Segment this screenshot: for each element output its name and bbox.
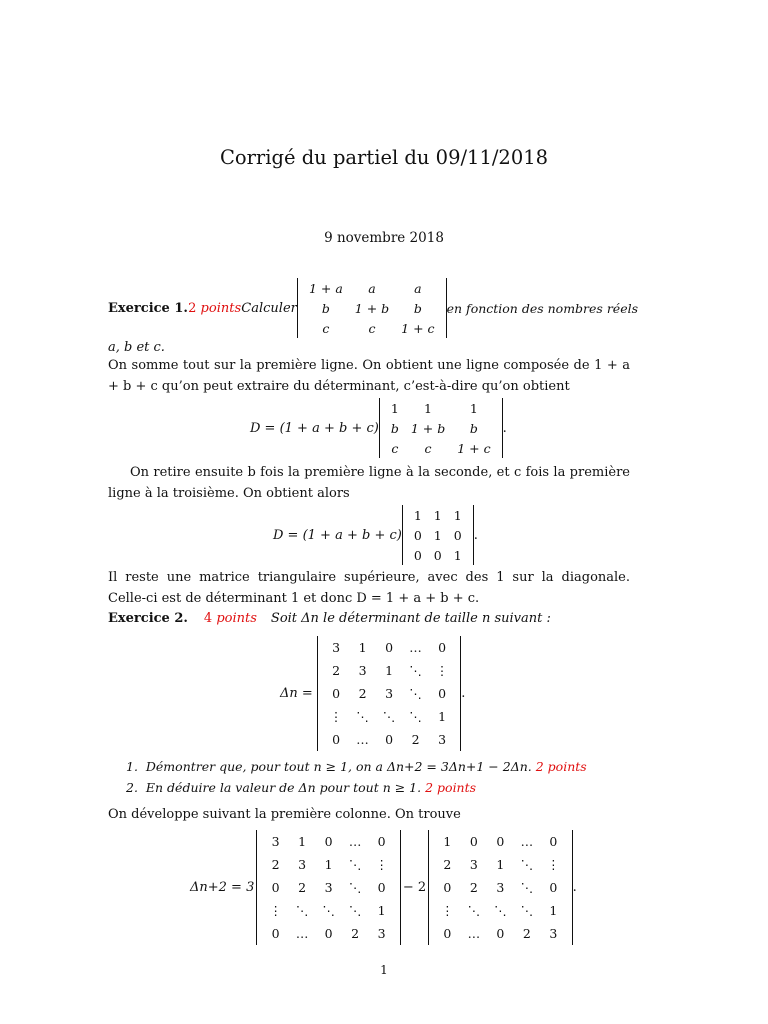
exercise-2-points-word: points	[216, 611, 257, 626]
exercise-2-determinant	[317, 636, 462, 751]
solution-1-equation-2	[273, 505, 478, 565]
exercise-1-prompt-before: Calculer	[241, 300, 297, 316]
matrix-cell: ⋱	[520, 857, 534, 872]
matrix-cell: b	[321, 300, 330, 316]
matrix-cell: 3	[324, 880, 333, 895]
matrix-cell: a	[414, 280, 422, 296]
matrix-cell: 2	[443, 857, 452, 872]
matrix-cell: b	[390, 420, 399, 436]
question-2-points: 2 points	[425, 780, 477, 795]
equation-2-lhs: D = (1 + a + b + c)	[273, 527, 402, 543]
page-title: Corrigé du partiel du 09/11/2018	[219, 146, 549, 169]
matrix-cell: 0	[443, 880, 452, 895]
matrix-cell: 0	[377, 880, 386, 895]
matrix-cell: 0	[385, 640, 394, 655]
matrix-cell: 3	[358, 663, 367, 678]
matrix-cell: a	[368, 280, 376, 296]
matrix-cell: 3	[549, 926, 558, 941]
question-2-number: 2.	[126, 780, 138, 795]
matrix-cell: ⋱	[520, 880, 534, 895]
solution-2-equation	[190, 830, 577, 945]
matrix-cell: ⋱	[520, 903, 534, 918]
solution-2-determinant-1	[256, 830, 401, 945]
matrix-cell: 1	[298, 834, 307, 849]
exercise-1-points-word: points	[200, 300, 242, 316]
matrix-cell: 1	[443, 834, 452, 849]
matrix-cell: ⋱	[356, 709, 369, 724]
matrix-cell: 2	[358, 686, 367, 701]
question-2	[126, 780, 476, 795]
matrix-cell: 1	[377, 903, 386, 918]
question-1-points: 2 points	[535, 759, 587, 774]
matrix-cell: ⋱	[494, 903, 507, 918]
matrix-cell: 1 + b	[410, 420, 446, 436]
exercise-1	[108, 278, 638, 355]
matrix-cell: 0	[433, 547, 442, 563]
matrix-cell: ⋮	[441, 903, 454, 918]
matrix-cell: 3	[298, 857, 307, 872]
matrix-cell: c	[368, 320, 376, 336]
matrix-cell: ⋱	[348, 880, 362, 895]
matrix-cell: 0	[332, 732, 341, 747]
matrix-cell: 3	[469, 857, 478, 872]
matrix-cell: 0	[324, 926, 333, 941]
matrix-cell: 2	[271, 857, 280, 872]
matrix-cell: 0	[438, 686, 447, 701]
question-1	[126, 759, 587, 774]
matrix-cell: ⋱	[467, 903, 481, 918]
matrix-cell: 1	[549, 903, 558, 918]
document-date: 9 novembre 2018	[324, 230, 444, 246]
matrix-cell: 1	[453, 547, 462, 563]
matrix-cell: 2	[522, 926, 531, 941]
matrix-cell: 0	[377, 834, 386, 849]
matrix-cell: 0	[443, 926, 452, 941]
matrix-cell: 1	[385, 663, 394, 678]
question-2-text: En déduire la valeur de Δn pour tout n ≥ 1.	[145, 780, 422, 795]
equation-1-determinant	[379, 398, 503, 458]
exercise-1-points-num: 2	[188, 300, 197, 316]
exercise-2-label: Exercice 2.	[108, 611, 188, 626]
exercise-2	[108, 611, 551, 626]
matrix-cell: 0	[271, 880, 280, 895]
matrix-cell: ⋱	[382, 709, 396, 724]
matrix-cell: 0	[385, 732, 394, 747]
matrix-cell: 0	[453, 527, 462, 543]
matrix-cell: b	[469, 420, 478, 436]
matrix-cell: c	[391, 440, 399, 456]
matrix-cell: 3	[385, 686, 394, 701]
matrix-cell: 0	[413, 547, 422, 563]
question-1-number: 1.	[126, 759, 138, 774]
matrix-cell: ⋮	[329, 709, 343, 724]
solution-2-minus: − 2	[402, 880, 427, 895]
exercise-1-prompt-after: en fonction des nombres réels	[446, 300, 638, 316]
matrix-cell: 3	[332, 640, 341, 655]
matrix-cell: ⋮	[269, 903, 282, 918]
solution-1-paragraph-3: Il reste une matrice triangulaire supérieure, avec des 1 sur la diagonale. Celle-ci est de déterminant 1 et donc D = 1 + a + b + c.	[108, 570, 630, 606]
matrix-cell: ⋱	[348, 903, 362, 918]
solution-1-paragraph-1: On somme tout sur la première ligne. On obtient une ligne composée de 1 + a + b + c qu’on peut extraire du déterminant, c’est-à-dire qu’on obtient	[108, 358, 630, 394]
equation-2-dot: .	[473, 527, 478, 543]
matrix-cell: 1 + a	[308, 280, 343, 296]
matrix-cell: ⋮	[547, 857, 560, 872]
matrix-cell: c	[322, 320, 330, 336]
question-1-text: Démontrer que, pour tout n ≥ 1, on a Δn+2 = 3Δn+1 − 2Δn.	[145, 759, 532, 774]
matrix-cell: …	[295, 926, 309, 941]
matrix-cell: ⋱	[348, 857, 362, 872]
matrix-cell: 0	[496, 834, 505, 849]
exercise-1-prompt-tail: a, b et c.	[108, 340, 165, 355]
exercise-1-determinant	[297, 278, 447, 338]
matrix-cell: …	[348, 834, 362, 849]
matrix-cell: 1	[358, 640, 367, 655]
matrix-cell: 0	[332, 686, 341, 701]
matrix-cell: …	[409, 640, 422, 655]
matrix-cell: 0	[496, 926, 505, 941]
equation-1-lhs: D = (1 + a + b + c)	[250, 420, 379, 436]
matrix-cell: 1	[438, 709, 447, 724]
matrix-cell: 0	[469, 834, 478, 849]
matrix-cell: 0	[549, 880, 558, 895]
matrix-cell: …	[520, 834, 534, 849]
matrix-cell: 1	[424, 400, 432, 416]
exercise-1-label: Exercice 1.	[108, 300, 188, 316]
matrix-cell: …	[356, 732, 369, 747]
matrix-cell: 2	[411, 732, 420, 747]
matrix-cell: …	[467, 926, 481, 941]
matrix-cell: 1	[469, 400, 478, 416]
solution-1-equation-1	[250, 398, 507, 458]
matrix-cell: ⋱	[295, 903, 309, 918]
solution-1-paragraph-2: On retire ensuite b fois la première ligne à la seconde, et c fois la première ligne à la troisième. On obtient alors	[108, 465, 630, 501]
matrix-cell: 0	[324, 834, 333, 849]
matrix-cell: 0	[271, 926, 280, 941]
matrix-cell: 1 + c	[457, 440, 491, 456]
matrix-cell: 0	[438, 640, 447, 655]
matrix-cell: 1	[390, 400, 399, 416]
matrix-cell: 1	[496, 857, 505, 872]
matrix-cell: c	[424, 440, 432, 456]
solution-2-lhs: Δn+2 = 3	[190, 880, 255, 895]
matrix-cell: 1	[453, 507, 462, 523]
exercise-2-equation	[280, 636, 465, 751]
matrix-cell: ⋱	[409, 709, 422, 724]
matrix-cell: 0	[549, 834, 558, 849]
matrix-cell: 3	[377, 926, 386, 941]
exercise-2-dot: .	[461, 686, 466, 701]
matrix-cell: ⋱	[409, 686, 422, 701]
matrix-cell: 1	[433, 527, 442, 543]
matrix-cell: 3	[438, 732, 447, 747]
solution-2-determinant-2	[428, 830, 573, 945]
exercise-2-lhs: Δn =	[280, 686, 313, 701]
matrix-cell: 1 + b	[354, 300, 390, 316]
matrix-cell: 3	[496, 880, 505, 895]
matrix-cell: 1	[413, 507, 422, 523]
page-number: 1	[380, 963, 388, 977]
equation-1-dot: .	[502, 420, 507, 436]
matrix-cell: 0	[413, 527, 422, 543]
matrix-cell: ⋱	[322, 903, 335, 918]
equation-2-determinant	[402, 505, 474, 565]
matrix-cell: 2	[332, 663, 341, 678]
matrix-cell: 2	[469, 880, 478, 895]
matrix-cell: ⋮	[435, 663, 449, 678]
matrix-cell: 1	[433, 507, 442, 523]
matrix-cell: ⋱	[409, 663, 422, 678]
matrix-cell: 2	[351, 926, 360, 941]
exercise-2-prompt: Soit Δn le déterminant de taille n suivant :	[270, 611, 551, 626]
solution-2-dot: .	[572, 880, 577, 895]
solution-2-paragraph-1: On développe suivant la première colonne. On trouve	[108, 807, 461, 822]
exercise-2-points-num: 4	[203, 611, 213, 626]
matrix-cell: b	[413, 300, 422, 316]
matrix-cell: ⋮	[375, 857, 388, 872]
matrix-cell: 1	[324, 857, 333, 872]
matrix-cell: 1 + c	[401, 320, 435, 336]
matrix-cell: 2	[298, 880, 307, 895]
matrix-cell: 3	[271, 834, 280, 849]
